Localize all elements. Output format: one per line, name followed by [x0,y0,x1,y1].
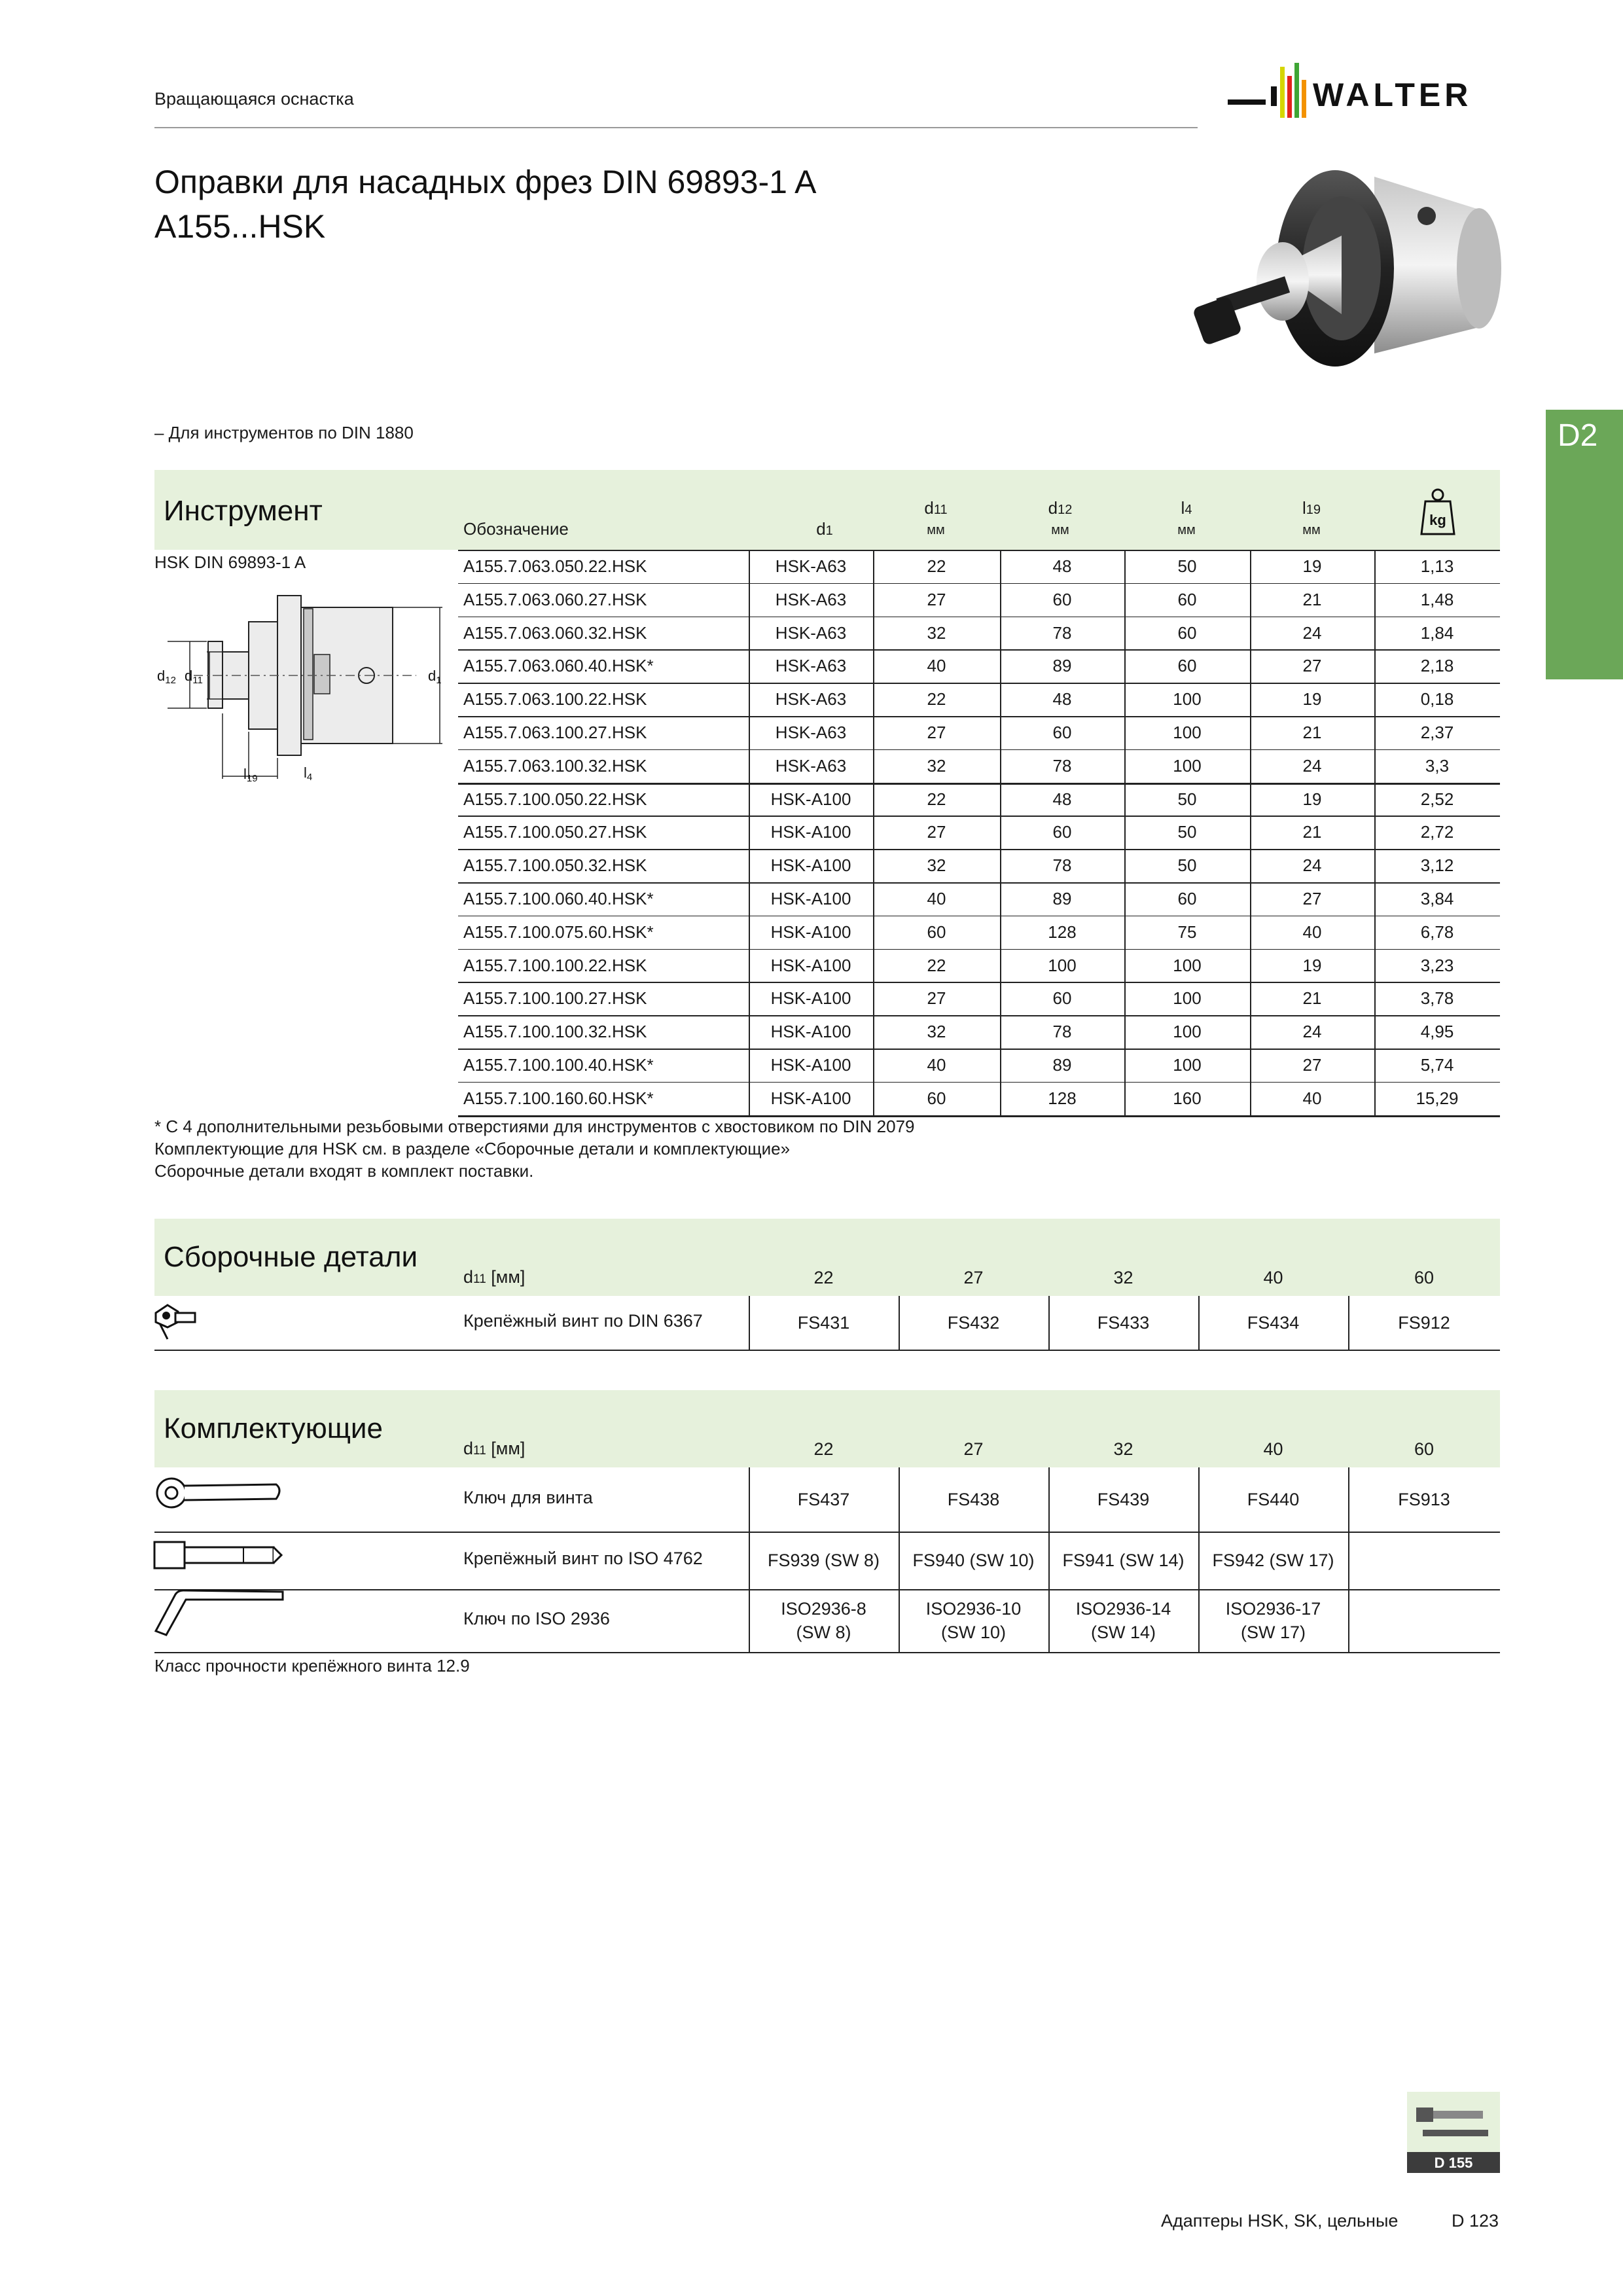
value-cell: HSK-A100 [770,855,851,876]
value-cell: 0,18 [1420,689,1454,709]
value-cell: 60 [1177,889,1197,908]
value-cell: 24 [1302,622,1322,643]
value-cell: 22 [927,789,946,809]
value-cell: 2,52 [1420,789,1454,809]
part-number[interactable]: FS439 [1097,1490,1150,1509]
value-cell: 32 [927,855,946,876]
value-cell: 60 [1177,589,1197,609]
value-cell: 160 [1173,1088,1202,1108]
product-photo [1178,157,1518,399]
header-divider [154,127,1198,128]
value-cell: 19 [1302,955,1322,975]
screw-icon [152,1301,200,1343]
col-d11: d11 мм [924,498,948,537]
part-label: Крепёжный винт по DIN 6367 [463,1311,703,1331]
size-header: 32 [1113,1439,1133,1459]
row-rule [154,1350,1500,1351]
value-cell: 27 [927,822,946,842]
section-label: Вращающаяся оснастка [154,89,354,109]
value-cell: 27 [927,988,946,1009]
value-cell: 2,18 [1420,656,1454,676]
col-d12: d12 мм [1048,498,1073,537]
value-cell: 4,95 [1420,1022,1454,1042]
value-cell: 32 [927,755,946,776]
value-cell: 60 [1177,622,1197,643]
column-rule [749,1467,750,1652]
column-rule [749,1296,750,1350]
value-cell: 40 [927,1055,946,1075]
value-cell: 21 [1302,723,1322,742]
value-cell: 128 [1048,1088,1077,1108]
title-line-2: A155...HSK [154,208,326,245]
value-cell: 100 [1173,689,1202,709]
part-number[interactable]: FS941 (SW 14) [1062,1551,1185,1570]
chapter-tab[interactable] [1546,410,1623,679]
column-rule [1000,550,1001,1115]
value-cell: 60 [1052,723,1072,742]
value-cell: 27 [927,589,946,609]
value-cell: 89 [1052,656,1072,676]
standard-label: HSK DIN 69893-1 A [154,552,306,572]
value-cell: 3,23 [1420,955,1454,975]
value-cell: 60 [927,1088,946,1108]
col-d1: d1 [816,519,833,539]
value-cell: HSK-A100 [770,955,851,975]
value-cell: 40 [927,656,946,676]
row-rule [154,1532,1500,1533]
value-cell: 50 [1177,789,1197,809]
value-cell: 50 [1177,556,1197,576]
value-cell: 3,3 [1425,755,1450,776]
designation-cell: A155.7.063.050.22.HSK [463,556,647,576]
value-cell: 3,78 [1420,988,1454,1009]
part-number[interactable]: ISO2936-8 (SW 8) [781,1599,866,1642]
part-number[interactable]: FS940 (SW 10) [912,1551,1035,1570]
wrench-icon [152,1470,285,1516]
column-rule [1374,550,1376,1115]
value-cell: 19 [1302,789,1322,809]
value-cell: HSK-A100 [770,822,851,842]
footnote-1: * С 4 дополнительными резьбовыми отверстиями для инструментов с хвостовиком по DIN 2079 [154,1117,915,1136]
value-cell: 89 [1052,889,1072,908]
part-number[interactable]: FS437 [797,1490,850,1509]
part-number[interactable]: ISO2936-10 (SW 10) [925,1599,1022,1642]
value-cell: 48 [1052,789,1072,809]
label-d12: d12 [157,668,176,686]
part-number[interactable]: FS432 [947,1313,1000,1333]
designation-cell: A155.7.100.050.32.HSK [463,855,647,876]
label-l4: l4 [304,764,313,783]
footer-section-title: Адаптеры HSK, SK, цельные [1161,2211,1399,2231]
size-header: 22 [813,1439,834,1459]
value-cell: 32 [927,622,946,643]
value-cell: 27 [1302,889,1322,908]
part-number[interactable]: FS913 [1398,1490,1450,1509]
value-cell: HSK-A100 [770,988,851,1009]
value-cell: 128 [1048,922,1077,942]
designation-cell: A155.7.100.060.40.HSK* [463,889,654,908]
column-rule [1250,550,1251,1115]
assembly-col-label: d11 [мм] [463,1267,526,1287]
designation-cell: A155.7.063.100.32.HSK [463,755,647,776]
value-cell: HSK-A100 [770,789,851,809]
value-cell: 22 [927,689,946,709]
row-rule [154,1589,1500,1590]
column-rule [899,1296,900,1350]
row-rule [154,1652,1500,1653]
designation-cell: A155.7.100.100.27.HSK [463,988,647,1009]
value-cell: 40 [927,889,946,908]
value-cell: 24 [1302,755,1322,776]
part-label: Ключ по ISO 2936 [463,1609,610,1628]
value-cell: HSK-A63 [775,755,847,776]
value-cell: 48 [1052,689,1072,709]
size-header: 60 [1414,1268,1435,1287]
part-number[interactable]: FS434 [1247,1313,1300,1333]
value-cell: HSK-A100 [770,1088,851,1108]
part-number[interactable]: FS438 [947,1490,1000,1509]
value-cell: 78 [1052,855,1072,876]
svg-text:kg: kg [1429,512,1446,528]
part-number[interactable]: FS939 (SW 8) [767,1551,880,1570]
column-rule [1048,1296,1050,1350]
size-header: 40 [1263,1439,1283,1459]
strength-class-note: Класс прочности крепёжного винта 12.9 [154,1656,470,1676]
designation-cell: A155.7.100.075.60.HSK* [463,922,654,942]
din-note: – Для инструментов по DIN 1880 [154,423,414,442]
value-cell: HSK-A100 [770,889,851,908]
hex-key-icon [152,1585,289,1640]
value-cell: 60 [1052,822,1072,842]
title-line-1: Оправки для насадных фрез DIN 69893-1 A [154,164,817,200]
value-cell: 78 [1052,622,1072,643]
value-cell: HSK-A63 [775,689,847,709]
value-cell: 100 [1173,988,1202,1009]
value-cell: 27 [1302,656,1322,676]
value-cell: HSK-A100 [770,922,851,942]
designation-cell: A155.7.100.050.22.HSK [463,789,647,809]
logo-text: WALTER [1313,77,1472,113]
designation-cell: A155.7.063.100.22.HSK [463,689,647,709]
col-l4: l4 мм [1177,498,1196,537]
value-cell: 100 [1173,755,1202,776]
value-cell: 50 [1177,822,1197,842]
value-cell: 78 [1052,1022,1072,1042]
value-cell: 24 [1302,1022,1322,1042]
value-cell: 100 [1173,723,1202,742]
designation-cell: A155.7.100.100.32.HSK [463,1022,647,1042]
value-cell: 3,12 [1420,855,1454,876]
part-number[interactable]: ISO2936-17 (SW 17) [1225,1599,1321,1642]
part-label: Крепёжный винт по ISO 4762 [463,1549,703,1568]
value-cell: HSK-A100 [770,1022,851,1042]
badge-label: D 155 [1434,2155,1473,2171]
part-number[interactable]: FS431 [797,1313,850,1333]
value-cell: 1,48 [1420,589,1454,609]
designation-cell: A155.7.100.100.22.HSK [463,955,647,975]
value-cell: 40 [1302,1088,1322,1108]
value-cell: 50 [1177,855,1197,876]
value-cell: HSK-A63 [775,589,847,609]
value-cell: 100 [1048,955,1077,975]
value-cell: 1,13 [1420,556,1454,576]
value-cell: 21 [1302,589,1322,609]
value-cell: 60 [1177,656,1197,676]
accessories-col-label: d11 [мм] [463,1439,526,1458]
value-cell: 48 [1052,556,1072,576]
value-cell: HSK-A100 [770,1055,851,1075]
value-cell: 27 [927,723,946,742]
col-designation: Обозначение [463,519,569,539]
arbor-schematic [154,583,455,792]
value-cell: 60 [1052,589,1072,609]
column-rule [1348,1296,1349,1350]
col-l19: l19 мм [1302,498,1321,537]
column-rule [1048,1467,1050,1652]
part-number[interactable]: FS942 (SW 17) [1212,1551,1334,1570]
value-cell: 19 [1302,556,1322,576]
size-header: 22 [813,1268,834,1287]
cap-screw-icon [152,1538,285,1572]
value-cell: 60 [1052,988,1072,1009]
value-cell: HSK-A63 [775,723,847,742]
value-cell: HSK-A63 [775,622,847,643]
accessories-band-title: Комплектующие [164,1412,383,1444]
designation-cell: A155.7.100.100.40.HSK* [463,1055,654,1075]
size-header: 40 [1263,1268,1283,1287]
part-label: Ключ для винта [463,1488,593,1507]
value-cell: 100 [1173,955,1202,975]
value-cell: 15,29 [1416,1088,1459,1108]
value-cell: 100 [1173,1022,1202,1042]
value-cell: 32 [927,1022,946,1042]
value-cell: 22 [927,955,946,975]
value-cell: 60 [927,922,946,942]
footnote-3: Сборочные детали входят в комплект поставки. [154,1161,534,1181]
value-cell: 40 [1302,922,1322,942]
value-cell: 89 [1052,1055,1072,1075]
assembly-band-title: Сборочные детали [164,1241,418,1273]
value-cell: 22 [927,556,946,576]
value-cell: 78 [1052,755,1072,776]
designation-cell: A155.7.100.160.60.HSK* [463,1088,654,1108]
value-cell: HSK-A63 [775,656,847,676]
value-cell: HSK-A63 [775,556,847,576]
part-number[interactable]: FS912 [1398,1313,1450,1333]
value-cell: 6,78 [1420,922,1454,942]
size-header: 27 [963,1439,984,1459]
value-cell: 21 [1302,822,1322,842]
column-rule [1124,550,1126,1115]
column-rule [873,550,874,1115]
value-cell: 24 [1302,855,1322,876]
part-number[interactable]: ISO2936-14 (SW 14) [1075,1599,1171,1642]
designation-cell: A155.7.063.060.32.HSK [463,622,647,643]
size-header: 32 [1113,1268,1133,1287]
page-title [154,160,816,249]
column-rule [749,550,750,1115]
weight-icon [1419,487,1457,537]
size-header: 27 [963,1268,984,1287]
value-cell: 2,72 [1420,822,1454,842]
value-cell: 21 [1302,988,1322,1009]
instrument-band-title: Инструмент [164,495,323,527]
part-number[interactable]: FS440 [1247,1490,1300,1509]
part-number[interactable]: FS433 [1097,1313,1150,1333]
label-d11: d11 [185,668,203,686]
value-cell: 27 [1302,1055,1322,1075]
walter-logo [1228,60,1503,123]
reference-badge[interactable] [1407,2092,1500,2173]
label-l19: l19 [243,766,258,784]
value-cell: 100 [1173,1055,1202,1075]
chapter-tab-label: D2 [1558,418,1598,453]
column-rule [899,1467,900,1652]
value-cell: 5,74 [1420,1055,1454,1075]
value-cell: 3,84 [1420,889,1454,908]
footnote-2: Комплектующие для HSK см. в разделе «Сборочные детали и комплектующие» [154,1139,791,1158]
column-rule [1198,1467,1200,1652]
value-cell: 19 [1302,689,1322,709]
column-rule [1198,1296,1200,1350]
label-d1: d1 [428,668,442,686]
designation-cell: A155.7.063.060.40.HSK* [463,656,654,676]
designation-cell: A155.7.063.060.27.HSK [463,589,647,609]
designation-cell: A155.7.100.050.27.HSK [463,822,647,842]
value-cell: 1,84 [1420,622,1454,643]
value-cell: 75 [1177,922,1197,942]
size-header: 60 [1414,1439,1435,1459]
page-number: D 123 [1452,2211,1499,2231]
value-cell: 2,37 [1420,723,1454,742]
designation-cell: A155.7.063.100.27.HSK [463,723,647,742]
column-rule [1348,1467,1349,1652]
